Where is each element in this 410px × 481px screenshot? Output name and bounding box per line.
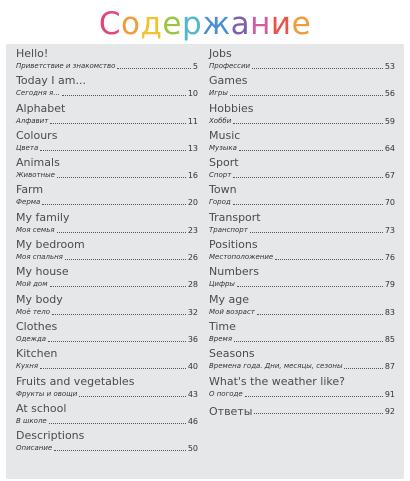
toc-entry-english-title: Sport <box>209 156 239 170</box>
toc-entry-page: 91 <box>384 389 395 399</box>
toc-entry-english-title: My bedroom <box>16 238 85 252</box>
leader-dots <box>54 450 186 451</box>
toc-entry-row <box>16 252 198 262</box>
toc-entry-russian-title: Профессии <box>209 62 251 70</box>
toc-entry-page: 85 <box>384 334 395 344</box>
toc-entry-russian-title: Ферма <box>16 198 41 207</box>
toc-entry-page: 10 <box>187 89 198 99</box>
toc-entry-page: 64 <box>384 143 395 153</box>
toc-entry-row <box>209 116 395 126</box>
toc-entry-row <box>209 197 395 207</box>
toc-entry[interactable] <box>16 429 198 456</box>
toc-entry-row <box>16 307 198 317</box>
toc-entry-row <box>16 143 198 153</box>
toc-entry-russian-title: Животные <box>16 171 55 180</box>
toc-entry-russian-title: Время <box>209 334 233 343</box>
toc-entry-page: 83 <box>384 307 395 317</box>
toc-entry-row <box>209 170 395 180</box>
toc-entry-english-title: My age <box>209 292 249 306</box>
toc-entry[interactable] <box>16 320 198 347</box>
toc-entry-page: 67 <box>384 171 395 181</box>
toc-entry-russian-title: Моя семья <box>16 225 55 234</box>
toc-entry-english-title: My house <box>16 265 69 279</box>
toc-entry-english-title: Kitchen <box>16 347 58 361</box>
toc-entry-russian-title: Музыка <box>209 143 237 152</box>
toc-entry-russian-title: Мой дом <box>16 280 48 289</box>
toc-entry[interactable] <box>209 102 395 129</box>
toc-entry-russian-title: Одежда <box>16 334 47 343</box>
title-letter: С <box>98 6 122 42</box>
toc-entry-english-title: At school <box>16 401 67 415</box>
toc-entry-row <box>209 252 395 262</box>
toc-entry[interactable] <box>16 238 198 265</box>
toc-entry-english-title: Farm <box>16 183 44 197</box>
toc-entry-english-title: Numbers <box>209 265 259 279</box>
toc-entry[interactable] <box>16 211 198 238</box>
title-letter: е <box>291 6 312 42</box>
toc-entry-row <box>16 88 198 98</box>
toc-entry-russian-title: В школе <box>16 416 47 425</box>
leader-dots <box>257 314 383 315</box>
toc-entry-row <box>209 334 395 344</box>
toc-entry[interactable] <box>16 347 198 374</box>
toc-entry-row <box>16 116 198 126</box>
toc-entry-russian-title: Фрукты и овощи <box>16 389 78 398</box>
leader-dots <box>230 95 383 96</box>
title-letter: ж <box>202 6 231 42</box>
toc-entry-page: 50 <box>187 444 198 454</box>
leader-dots <box>65 259 186 260</box>
leader-dots <box>42 204 185 205</box>
toc-entry-english-title: Music <box>209 128 241 142</box>
toc-entry-row <box>16 334 198 344</box>
toc-entry-page: 40 <box>187 362 198 372</box>
leader-dots <box>245 396 383 397</box>
toc-entry-page: 70 <box>384 198 395 208</box>
toc-entry-russian-title: Моя спальня <box>16 253 63 262</box>
title-letter: а <box>230 6 251 42</box>
toc-entry-page: 26 <box>187 253 198 263</box>
toc-entry-page: 43 <box>187 389 198 399</box>
toc-entry-english-title: What's the weather like? <box>209 374 345 388</box>
toc-entry-russian-title: Кухня <box>16 362 39 371</box>
toc-entry[interactable] <box>209 74 395 101</box>
toc-entry-page: 13 <box>187 143 198 153</box>
toc-entry[interactable] <box>16 375 198 402</box>
toc-entry-page: 59 <box>384 116 395 126</box>
toc-entry-english-title: Alphabet <box>16 101 66 115</box>
toc-entry-row <box>16 170 198 180</box>
toc-entry-english-title: Descriptions <box>16 429 85 443</box>
toc-entry-russian-title: Времена года. Дни, месяцы, сезоны <box>209 362 343 371</box>
leader-dots <box>237 286 383 287</box>
toc-entry-english-title: Jobs <box>209 47 232 60</box>
toc-entry-page: 11 <box>187 116 198 126</box>
leader-dots <box>344 368 382 369</box>
toc-entry-row <box>209 88 395 98</box>
toc-entry-russian-title: О погоде <box>209 389 243 398</box>
toc-entry[interactable] <box>209 156 395 183</box>
leader-dots <box>233 177 383 178</box>
toc-entry-row <box>209 143 395 153</box>
leader-dots <box>250 232 383 233</box>
toc-entry-row <box>16 416 198 426</box>
toc-entry-russian-title: Мой возраст <box>209 307 255 316</box>
toc-entry-page: 23 <box>187 225 198 235</box>
toc-entry[interactable] <box>209 320 395 347</box>
title-letter: д <box>140 6 163 42</box>
title-letter: н <box>250 6 271 42</box>
toc-entry-row <box>16 279 198 289</box>
toc-entry-page: 56 <box>384 89 395 99</box>
leader-dots <box>50 286 186 287</box>
toc-entry-row <box>16 197 198 207</box>
toc-entry[interactable] <box>16 402 198 429</box>
toc-entry[interactable] <box>16 129 198 156</box>
toc-entry-row <box>209 61 395 71</box>
toc-entry[interactable] <box>16 265 198 292</box>
toc-entry-row <box>209 225 395 235</box>
toc-entry-row <box>209 307 395 317</box>
toc-entry-page: 87 <box>384 362 395 372</box>
leader-dots <box>234 341 383 342</box>
toc-entry-english-title: Today I am... <box>16 74 86 88</box>
toc-entry-english-title: Time <box>209 319 236 333</box>
leader-dots <box>254 413 382 414</box>
toc-entry[interactable] <box>209 293 395 320</box>
toc-entry[interactable] <box>16 293 198 320</box>
toc-entry[interactable] <box>16 74 198 101</box>
toc-entry-english-title: Clothes <box>16 319 58 333</box>
toc-entry-page: 16 <box>187 171 198 181</box>
toc-entry[interactable] <box>209 375 395 402</box>
toc-entry-russian-title: Описание <box>16 444 53 453</box>
toc-entry-page: 79 <box>384 280 395 290</box>
toc-entry-russian-title: Местоположение <box>209 253 274 262</box>
toc-entry-page: 5 <box>192 62 198 71</box>
toc-entry-english-title: My body <box>16 292 63 306</box>
leader-dots <box>62 95 186 96</box>
leader-dots <box>239 150 383 151</box>
leader-dots <box>57 177 186 178</box>
toc-entry-english-title: Transport <box>209 210 261 224</box>
page-title <box>0 4 410 44</box>
toc-entry-row <box>209 361 395 371</box>
toc-entry-english-title: Animals <box>16 156 60 170</box>
toc-entry-page: 46 <box>187 416 198 426</box>
toc-entry-page: 92 <box>384 406 395 416</box>
toc-entry-row <box>16 389 198 399</box>
title-letter: е <box>162 6 182 42</box>
leader-dots <box>40 150 186 151</box>
toc-entry-row <box>16 225 198 235</box>
toc-entry-russian-title: Цвета <box>16 143 39 152</box>
leader-dots <box>252 68 383 69</box>
leader-dots <box>79 396 186 397</box>
toc-entry-english-title: Colours <box>16 128 58 142</box>
toc-entry-page: 32 <box>187 307 198 317</box>
toc-entry-russian-title: Транспорт <box>209 225 248 234</box>
toc-entry-russian-title: Приветствие и знакомство <box>16 62 116 70</box>
toc-entry-row <box>16 443 198 453</box>
toc-entry-page: 28 <box>187 280 198 290</box>
toc-entry-russian-title: Цифры <box>209 280 235 289</box>
leader-dots <box>52 314 186 315</box>
toc-entry-russian-title: Моё тело <box>16 307 50 316</box>
leader-dots <box>233 123 383 124</box>
title-letter: о <box>121 6 141 42</box>
toc-entry-russian-title: Игры <box>209 89 228 98</box>
toc-entry[interactable] <box>16 47 198 74</box>
toc-entry-english-title: Hello! <box>16 47 49 60</box>
toc-entry[interactable] <box>209 211 395 238</box>
toc-entry[interactable] <box>16 156 198 183</box>
toc-entry-english-title: Games <box>209 74 248 88</box>
toc-entry[interactable] <box>209 183 395 210</box>
toc-entry[interactable] <box>209 47 395 74</box>
toc-entry-page: 36 <box>187 334 198 344</box>
toc-entry-page: 53 <box>384 62 395 71</box>
toc-entry-row <box>16 361 198 371</box>
toc-entry-row <box>209 279 395 289</box>
toc-entry[interactable] <box>209 238 395 265</box>
toc-entry-english-title: My family <box>16 210 70 224</box>
contents-column-right <box>209 47 395 429</box>
title-letter: р <box>182 6 203 42</box>
contents-column-left <box>16 47 198 456</box>
leader-dots <box>117 68 191 69</box>
toc-entry[interactable] <box>209 129 395 156</box>
toc-entry-english-title: Positions <box>209 238 258 252</box>
toc-entry-row <box>209 389 395 399</box>
toc-entry-russian-title: Хобби <box>209 116 232 125</box>
toc-entry-russian-title: Город <box>209 198 231 207</box>
toc-entry-english-title: Hobbies <box>209 101 254 115</box>
leader-dots <box>275 259 383 260</box>
leader-dots <box>40 368 186 369</box>
toc-entry-english-title: Town <box>209 183 237 197</box>
toc-entry-russian-title: Алфавит <box>16 116 49 125</box>
toc-entry[interactable] <box>209 265 395 292</box>
toc-entry-page: 76 <box>384 253 395 263</box>
toc-entry-title: Ответы <box>209 404 253 418</box>
toc-entry-russian-title: Сегодня я... <box>16 89 60 98</box>
toc-entry-row <box>16 61 198 71</box>
contents-panel <box>6 44 404 479</box>
leader-dots <box>57 232 186 233</box>
toc-entry[interactable] <box>16 183 198 210</box>
toc-entry[interactable] <box>209 347 395 374</box>
toc-entry[interactable] <box>16 102 198 129</box>
toc-entry-english-title: Seasons <box>209 347 255 361</box>
leader-dots <box>50 123 186 124</box>
leader-dots <box>48 341 186 342</box>
toc-entry-russian-title: Спорт <box>209 171 232 180</box>
title-letter: и <box>270 6 292 42</box>
toc-entry-page: 20 <box>187 198 198 208</box>
leader-dots <box>233 204 383 205</box>
leader-dots <box>49 423 186 424</box>
toc-entry-page: 73 <box>384 225 395 235</box>
toc-entry-english-title: Fruits and vegetables <box>16 374 135 388</box>
toc-entry-answers[interactable] <box>209 402 395 429</box>
